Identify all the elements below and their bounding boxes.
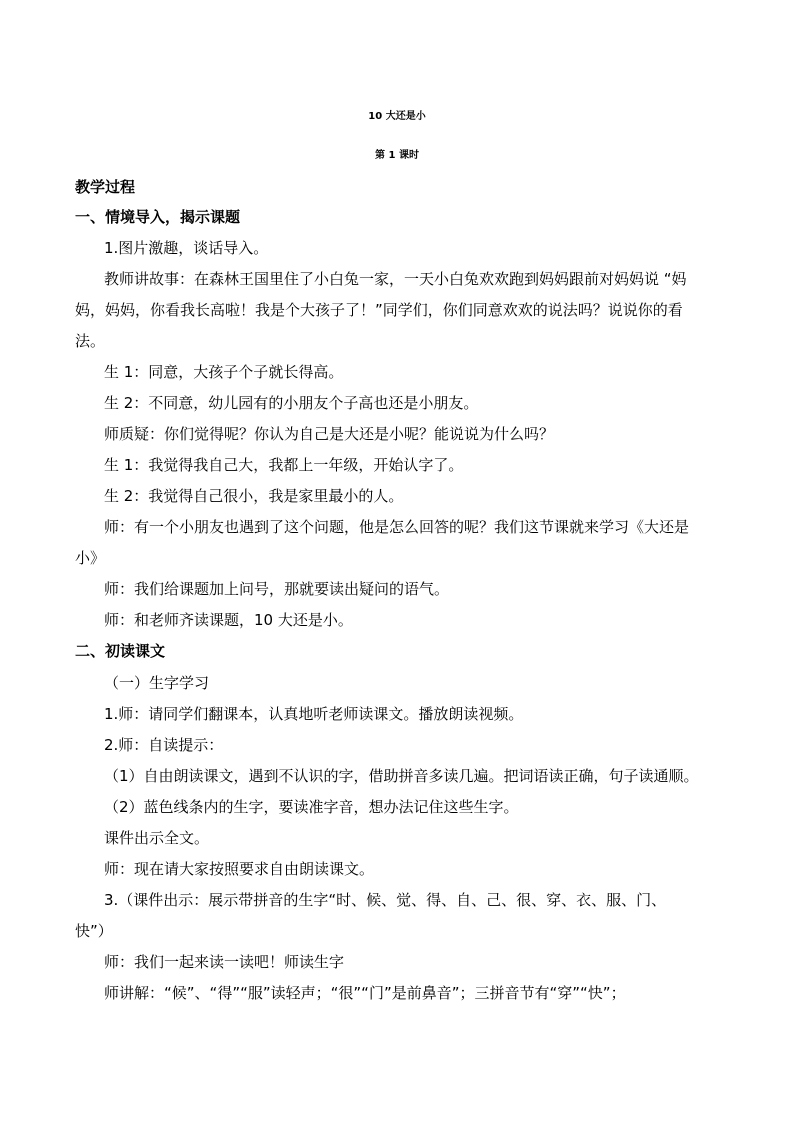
- paragraph-line: 课件出示全文。: [104, 829, 210, 847]
- paragraph-line: 师：和老师齐读课题，10 大还是小。: [104, 611, 353, 629]
- paragraph-line: 3.（课件出示：展示带拼音的生字“时、候、觉、得、自、己、很、穿、衣、服、门、: [104, 891, 667, 909]
- paragraph-line: 生 2：我觉得自己很小，我是家里最小的人。: [104, 487, 404, 505]
- paragraph-line: （1）自由朗读课文，遇到不认识的字，借助拼音多读几遍。把词语读正确，句子读通顺。: [104, 767, 699, 785]
- paragraph-line: 教师讲故事：在森林王国里住了小白兔一家，一天小白兔欢欢跑到妈妈跟前对妈妈说 “妈: [104, 270, 687, 288]
- paragraph-line: 师：现在请大家按照要求自由朗读课文。: [104, 860, 375, 878]
- paragraph-line: 妈，妈妈，你看我长高啦！我是个大孩子了！”同学们，你们同意欢欢的说法吗？说说你的看: [75, 301, 683, 319]
- paragraph-line: 1.图片激趣，谈话导入。: [104, 239, 269, 257]
- section-heading-2: 二、初读课文: [75, 642, 166, 660]
- paragraph-line: 1.师：请同学们翻课本，认真地听老师读课文。播放朗读视频。: [104, 705, 524, 723]
- paragraph-line: 生 1：同意，大孩子个子就长得高。: [104, 363, 344, 381]
- paragraph-line: 师：我们一起来读一读吧！师读生字: [104, 953, 345, 971]
- section-heading-1: 一、情境导入，揭示课题: [75, 208, 241, 226]
- paragraph-line: 师讲解：“候”、“得”“服”读轻声；“很”“门”是前鼻音”；三拼音节有“穿”“快”；: [104, 984, 626, 1002]
- paragraph-line: 师质疑：你们觉得呢？你认为自己是大还是小呢？能说说为什么吗？: [104, 425, 555, 443]
- process-heading: 教学过程: [75, 178, 136, 196]
- paragraph-line: 生 2：不同意，幼儿园有的小朋友个子高也还是小朋友。: [104, 394, 479, 412]
- paragraph-line: （2）蓝色线条内的生字，要读准字音，想办法记住这些生字。: [104, 798, 519, 816]
- paragraph-line: 师：我们给课题加上问号，那就要读出疑问的语气。: [104, 580, 450, 598]
- paragraph-line: 快”）: [75, 922, 113, 940]
- paragraph-line: 法。: [75, 332, 106, 350]
- paragraph-line: （一）生字学习: [104, 674, 210, 692]
- lesson-subtitle: 第 1 课时: [375, 150, 419, 161]
- paragraph-line: 小》: [75, 549, 106, 567]
- lesson-title: 10 大还是小: [368, 111, 426, 122]
- paragraph-line: 生 1：我觉得我自己大，我都上一年级，开始认字了。: [104, 456, 464, 474]
- paragraph-line: 2.师：自读提示：: [104, 736, 224, 754]
- paragraph-line: 师：有一个小朋友也遇到了这个问题，他是怎么回答的呢？我们这节课就来学习《大还是: [104, 518, 690, 536]
